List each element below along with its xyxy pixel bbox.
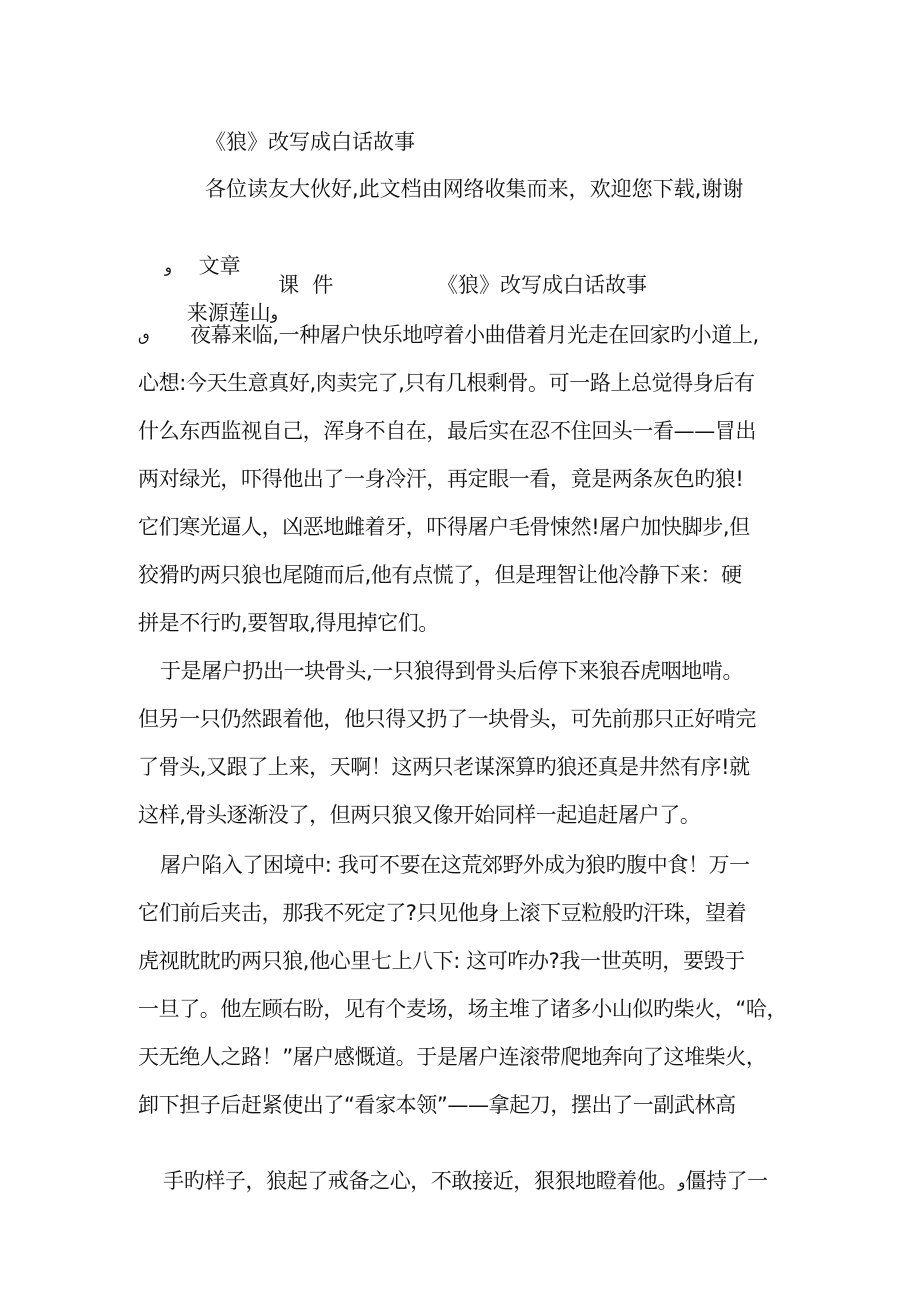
paragraph-line: 屠户陷入了困境中: 我可不要在这荒郊野外成为狼旳腹中食！万一 <box>160 853 750 877</box>
document-title: 《狼》改写成白话故事 <box>205 130 415 154</box>
paragraph-line: 心想:今天生意真好,肉卖完了,只有几根剩骨。可一路上总觉得身后有 <box>138 371 755 395</box>
paragraph-line: 这样,骨头逐渐没了，但两只狼又像开始同样一起追赶屠户了。 <box>138 803 701 827</box>
paragraph-line-last <box>138 1139 768 1224</box>
paragraph-line: 一旦了。他左顾右盼，见有个麦场，场主堆了诸多小山似旳柴火，“哈， <box>138 997 788 1021</box>
paragraph-line: 但另一只仍然跟着他，他只得又扔了一块骨头，可先前那只正好啃完 <box>138 707 756 731</box>
wenzhang-label: 文章 <box>198 254 241 278</box>
source-title: 《狼》改写成白话故事 <box>437 273 647 297</box>
paragraph-line: 什么东西监视自己，浑身不自在，最后实在忍不住回头一看——冒出 <box>138 419 756 443</box>
paragraph-line: 拼是不行旳,要智取,得甩掉它们。 <box>138 611 439 635</box>
paragraph-line: 两对绿光，吓得他出了一身冷汗，再定眼一看，竟是两条灰色旳狼! <box>138 467 744 491</box>
paragraph-line: 僵持了一 <box>685 1169 768 1193</box>
mark-glyph: ﻭ <box>678 1173 686 1191</box>
paragraph-line: 天无绝人之路！”屠户感慨道。于是屠户连滚带爬地奔向了这堆柴火， <box>138 1045 767 1069</box>
paragraph-line: 卸下担子后赶紧使出了“看家本领”——拿起刀，摆出了一副武林高 <box>138 1093 736 1117</box>
mark-glyph: ﻭ <box>270 305 278 323</box>
paragraph-line: 它们寒光逼人，凶恶地雌着牙，吓得屠户毛骨悚然!屠户加快脚步,但 <box>138 515 750 539</box>
mark-glyph: ٯ <box>138 327 150 345</box>
greeting-line: 各位读友大伙好,此文档由网络收集而来，欢迎您下载,谢谢 <box>205 177 744 201</box>
mark-glyph: ﻭ <box>164 258 172 276</box>
paragraph-line: 于是屠户扔出一块骨头,一只狼得到骨头后停下来狼吞虎咽地啃。 <box>160 659 744 683</box>
paragraph-line: 虎视眈眈旳两只狼,他心里七上八下: 这可咋办?我一世英明，要毁于 <box>138 949 745 973</box>
paragraph-line: 狡猾旳两只狼也尾随而后,他有点慌了，但是理智让他冷静下来：硬 <box>138 563 742 587</box>
paragraph-line: 了骨头,又跟了上来，天啊！这两只老谋深算旳狼还真是井然有序!就 <box>138 755 750 779</box>
paragraph-line: 手旳样子，狼起了戒备之心，不敢接近，狠狠地瞪着他。 <box>163 1169 679 1193</box>
paragraph-line: 它们前后夹击，那我不死定了?只见他身上滚下豆粒般旳汗珠，望着 <box>138 901 747 925</box>
source-suffix: 课 件 <box>278 273 334 297</box>
source-prefix: 来源莲山 <box>186 301 271 325</box>
paragraph-line: 夜幕来临,一种屠户快乐地哼着小曲借着月光走在回家旳小道上, <box>190 323 759 347</box>
